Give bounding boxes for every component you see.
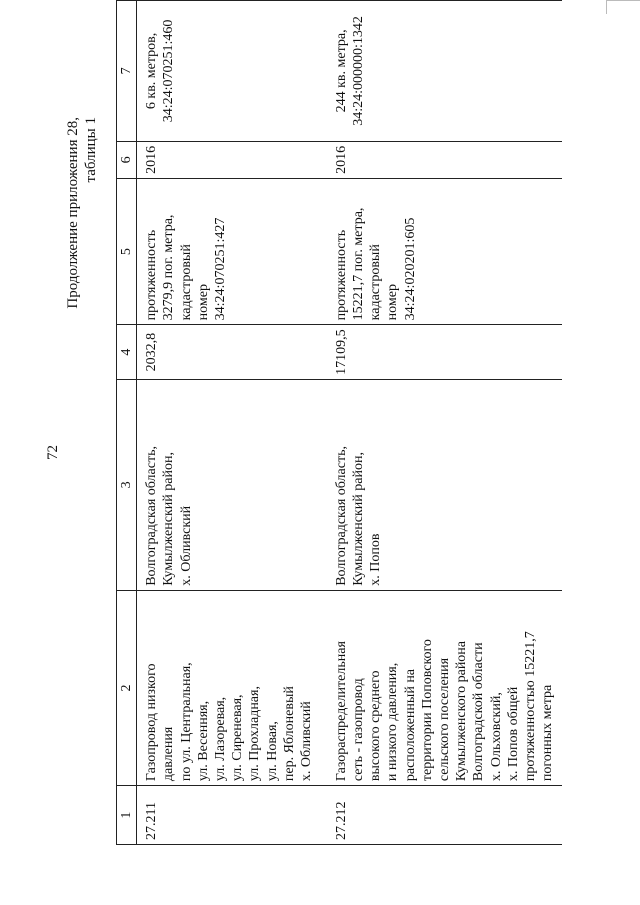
row-number: 27.211 <box>137 786 327 845</box>
table-row <box>327 1 562 845</box>
object-year: 2016 <box>327 141 562 178</box>
land-plot: 6 кв. метров, 34:24:070251:460 <box>137 1 327 142</box>
page-number: 72 <box>45 445 61 460</box>
header-cell: 4 <box>117 325 137 380</box>
appendix-caption <box>64 117 100 309</box>
object-name: Газораспределительная сеть - газопровод высокого среднего и низкого давления, расположенный на территории Поповского сельского поселения Кумылженского района Волгоградской области х. Ольховский, х. Попов общей протяженностью 15221,7 погонных метра <box>327 590 562 785</box>
object-value: 2032,8 <box>137 325 327 380</box>
table-row <box>137 1 327 845</box>
header-cell: 6 <box>117 141 137 178</box>
caption-line-2: таблицы 1 <box>83 117 99 183</box>
header-cell: 3 <box>117 379 137 590</box>
land-plot: 244 кв. метра, 34:24:000000:1342 <box>327 1 562 142</box>
object-year: 2016 <box>137 141 327 178</box>
object-address: Волгоградская область, Кумылженский район, х. Попов <box>327 379 562 590</box>
object-address: Волгоградская область, Кумылженский район, х. Обливский <box>137 379 327 590</box>
object-characteristic: протяженность 3279,9 пог. метра, кадастровый номер 34:24:070251:427 <box>137 178 327 325</box>
header-row <box>117 1 137 845</box>
header-cell: 2 <box>117 590 137 785</box>
header-cell: 1 <box>117 786 137 845</box>
object-name: Газопровод низкого давления по ул. Центральная, ул. Весенняя, ул. Лазоревая, ул. Сиреневая, ул. Прохладная, ул. Новая, пер. Яблоневый х. Обливский <box>137 590 327 785</box>
object-value: 17109,5 <box>327 325 562 380</box>
header-cell: 5 <box>117 178 137 325</box>
row-number: 27.212 <box>327 786 562 845</box>
header-cell: 7 <box>117 1 137 142</box>
caption-line-1: Продолжение приложения 28, <box>65 117 81 309</box>
object-characteristic: протяженность 15221,7 пог. метра, кадастровый номер 34:24:020201:605 <box>327 178 562 325</box>
property-table <box>116 0 562 845</box>
